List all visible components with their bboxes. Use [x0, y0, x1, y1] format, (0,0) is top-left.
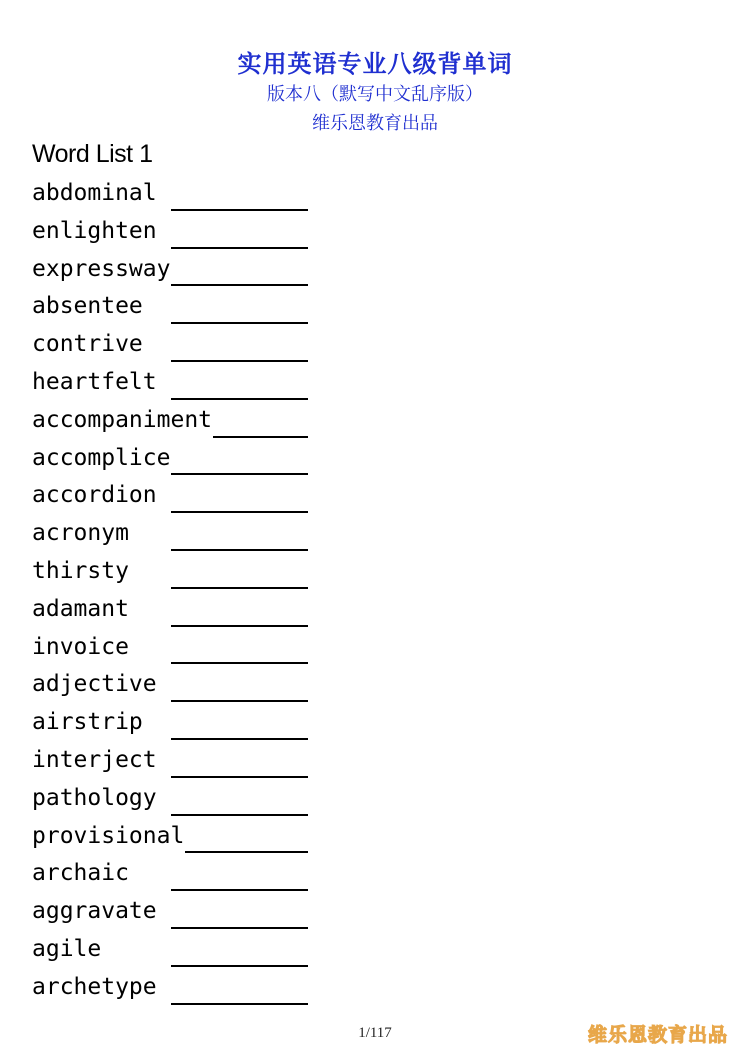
word-text: invoice [32, 633, 129, 660]
answer-blank[interactable] [171, 889, 308, 891]
word-text: accompaniment [32, 406, 213, 433]
word-row [32, 632, 332, 670]
page-title: 实用英语专业八级背单词 [237, 50, 513, 78]
answer-blank[interactable] [213, 436, 308, 438]
word-text: interject [32, 746, 157, 773]
answer-blank[interactable] [171, 738, 308, 740]
word-row [32, 783, 332, 821]
word-list-title: Word List 1 [32, 140, 153, 168]
word-text: heartfelt [32, 368, 157, 395]
word-row [32, 480, 332, 518]
word-text: abdominal [32, 180, 157, 206]
word-text: thirsty [32, 557, 129, 584]
publisher-line: 维乐恩教育出品 [312, 113, 438, 134]
word-text: airstrip [32, 709, 143, 736]
word-text: accomplice [32, 444, 171, 471]
page-subtitle: 版本八（默写中文乱序版） [267, 84, 483, 105]
word-text: acronym [32, 520, 129, 547]
word-text: pathology [32, 784, 157, 811]
answer-blank[interactable] [171, 965, 308, 967]
word-row [32, 178, 332, 216]
answer-blank[interactable] [171, 776, 308, 778]
watermark-logo: 维乐恩教育出品 [587, 1024, 728, 1046]
word-row [32, 329, 332, 367]
page-number: 1/117 [358, 1025, 392, 1041]
answer-blank[interactable] [171, 284, 308, 286]
word-text: expressway [32, 255, 171, 282]
word-text: aggravate [32, 898, 157, 925]
word-row [32, 896, 332, 934]
word-list [32, 178, 332, 1010]
answer-blank[interactable] [171, 247, 308, 249]
answer-blank[interactable] [171, 549, 308, 551]
answer-blank[interactable] [171, 700, 308, 702]
word-text: contrive [32, 331, 143, 358]
word-text: archaic [32, 860, 129, 887]
answer-blank[interactable] [171, 1003, 308, 1005]
answer-blank[interactable] [171, 322, 308, 324]
word-row [32, 518, 332, 556]
word-row [32, 934, 332, 972]
answer-blank[interactable] [171, 360, 308, 362]
word-row [32, 707, 332, 745]
word-text: agile [32, 935, 102, 962]
word-row [32, 291, 332, 329]
word-row [32, 821, 332, 859]
answer-blank[interactable] [171, 927, 308, 929]
word-row [32, 216, 332, 254]
word-row [32, 556, 332, 594]
answer-blank[interactable] [171, 398, 308, 400]
word-row [32, 745, 332, 783]
word-row [32, 443, 332, 481]
word-row [32, 972, 332, 1010]
word-text: adamant [32, 595, 129, 622]
word-row [32, 858, 332, 896]
word-text: provisional [32, 822, 185, 849]
answer-blank[interactable] [171, 662, 308, 664]
word-text: accordion [32, 482, 157, 509]
word-text: enlighten [32, 217, 157, 244]
word-row [32, 669, 332, 707]
word-row [32, 405, 332, 443]
answer-blank[interactable] [171, 814, 308, 816]
word-row [32, 594, 332, 632]
word-row [32, 367, 332, 405]
answer-blank[interactable] [185, 851, 308, 853]
answer-blank[interactable] [171, 511, 308, 513]
word-text: absentee [32, 293, 143, 320]
answer-blank[interactable] [171, 625, 308, 627]
answer-blank[interactable] [171, 209, 308, 211]
word-text: archetype [32, 973, 157, 1000]
answer-blank[interactable] [171, 587, 308, 589]
word-row [32, 254, 332, 292]
answer-blank[interactable] [171, 473, 308, 475]
word-text: adjective [32, 671, 157, 698]
